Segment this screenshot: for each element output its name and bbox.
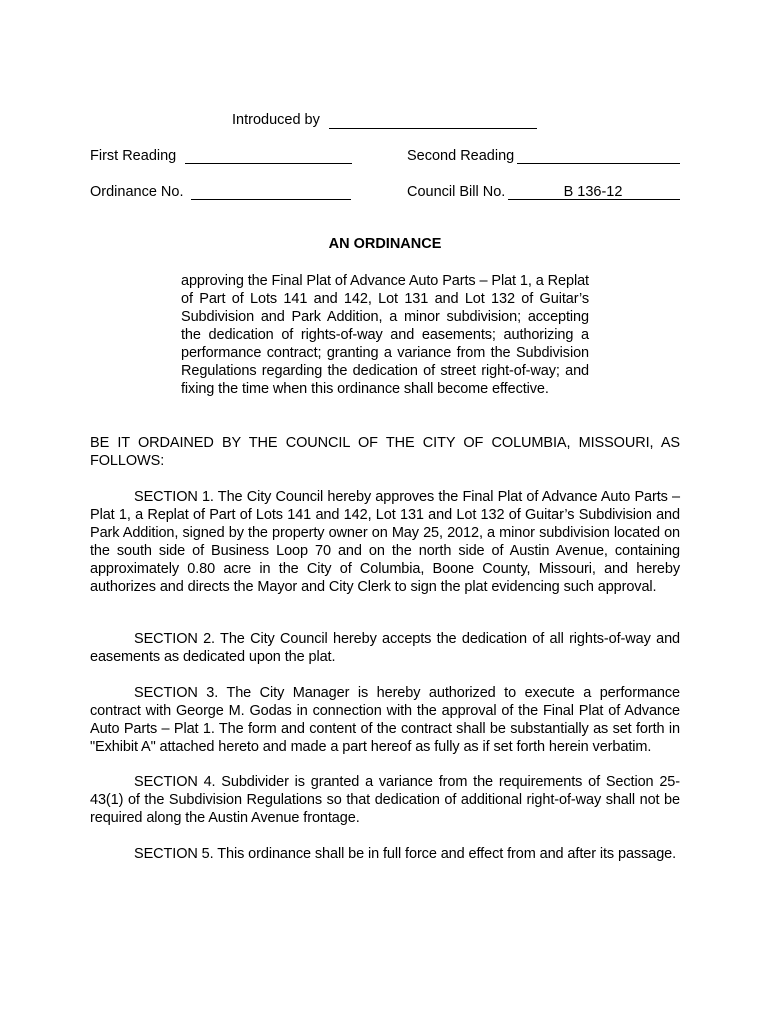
ordinance-no-blank [191, 199, 351, 200]
section-3: SECTION 3. The City Manager is hereby authorized to execute a performance contract with George M. Godas in connection with the approval of the Final Plat of Advance Auto Parts – Plat 1. The form and content of the contract shall be substantially as set forth in "Exhibit A" attached hereto and made a part hereof as fully as if set forth herein verbatim. [90, 685, 680, 755]
introduced-by-label: Introduced by [232, 112, 320, 128]
introduced-by-blank [329, 128, 537, 129]
council-bill-number: B 136-12 [563, 184, 623, 200]
enacting-clause: BE IT ORDAINED BY THE COUNCIL OF THE CITY OF COLUMBIA, MISSOURI, AS FOLLOWS: [90, 435, 680, 469]
section-5: SECTION 5. This ordinance shall be in full force and effect from and after its passage. [134, 846, 677, 862]
second-reading-blank [517, 163, 680, 164]
first-reading-label: First Reading [90, 148, 177, 164]
council-bill-no-label: Council Bill No. [407, 184, 506, 200]
section-1: SECTION 1. The City Council hereby approves the Final Plat of Advance Auto Parts – Plat 1, a Replat of Part of Lots 141 and 142, Lot 131 and Lot 132 of Guitar’s Subdivision and Park Addition, signed by the property owner on May 25, 2012, a minor subdivision located on the south side of Business Loop 70 and on the north side of Austin Avenue, containing approximately 0.80 acre in the City of Columbia, Boone County, Missouri, and hereby authorizes and directs the Mayor and City Clerk to sign the plat evidencing such approval. [90, 489, 680, 595]
ordinance-purpose: approving the Final Plat of Advance Auto Parts – Plat 1, a Replat of Part of Lots 141 and 142, Lot 131 and Lot 132 of Guitar’s Subdivision and Park Addition, a minor subdivision; accepting the dedication of rights-of-way and easements; authorizing a performance contract; granting a variance from the Subdivision Regulations regarding the dedication of street right-of-way; and fixing the time when this ordinance shall become effective. [181, 273, 589, 397]
ordinance-no-label: Ordinance No. [90, 184, 184, 200]
first-reading-blank [185, 163, 352, 164]
section-2: SECTION 2. The City Council hereby accepts the dedication of all rights-of-way and easements as dedicated upon the plat. [90, 631, 680, 665]
ordinance-title: AN ORDINANCE [328, 236, 442, 252]
section-4: SECTION 4. Subdivider is granted a variance from the requirements of Section 25-43(1) of the Subdivision Regulations so that dedication of additional right-of-way shall not be required along the Austin Avenue frontage. [90, 774, 680, 826]
second-reading-label: Second Reading [407, 148, 515, 164]
